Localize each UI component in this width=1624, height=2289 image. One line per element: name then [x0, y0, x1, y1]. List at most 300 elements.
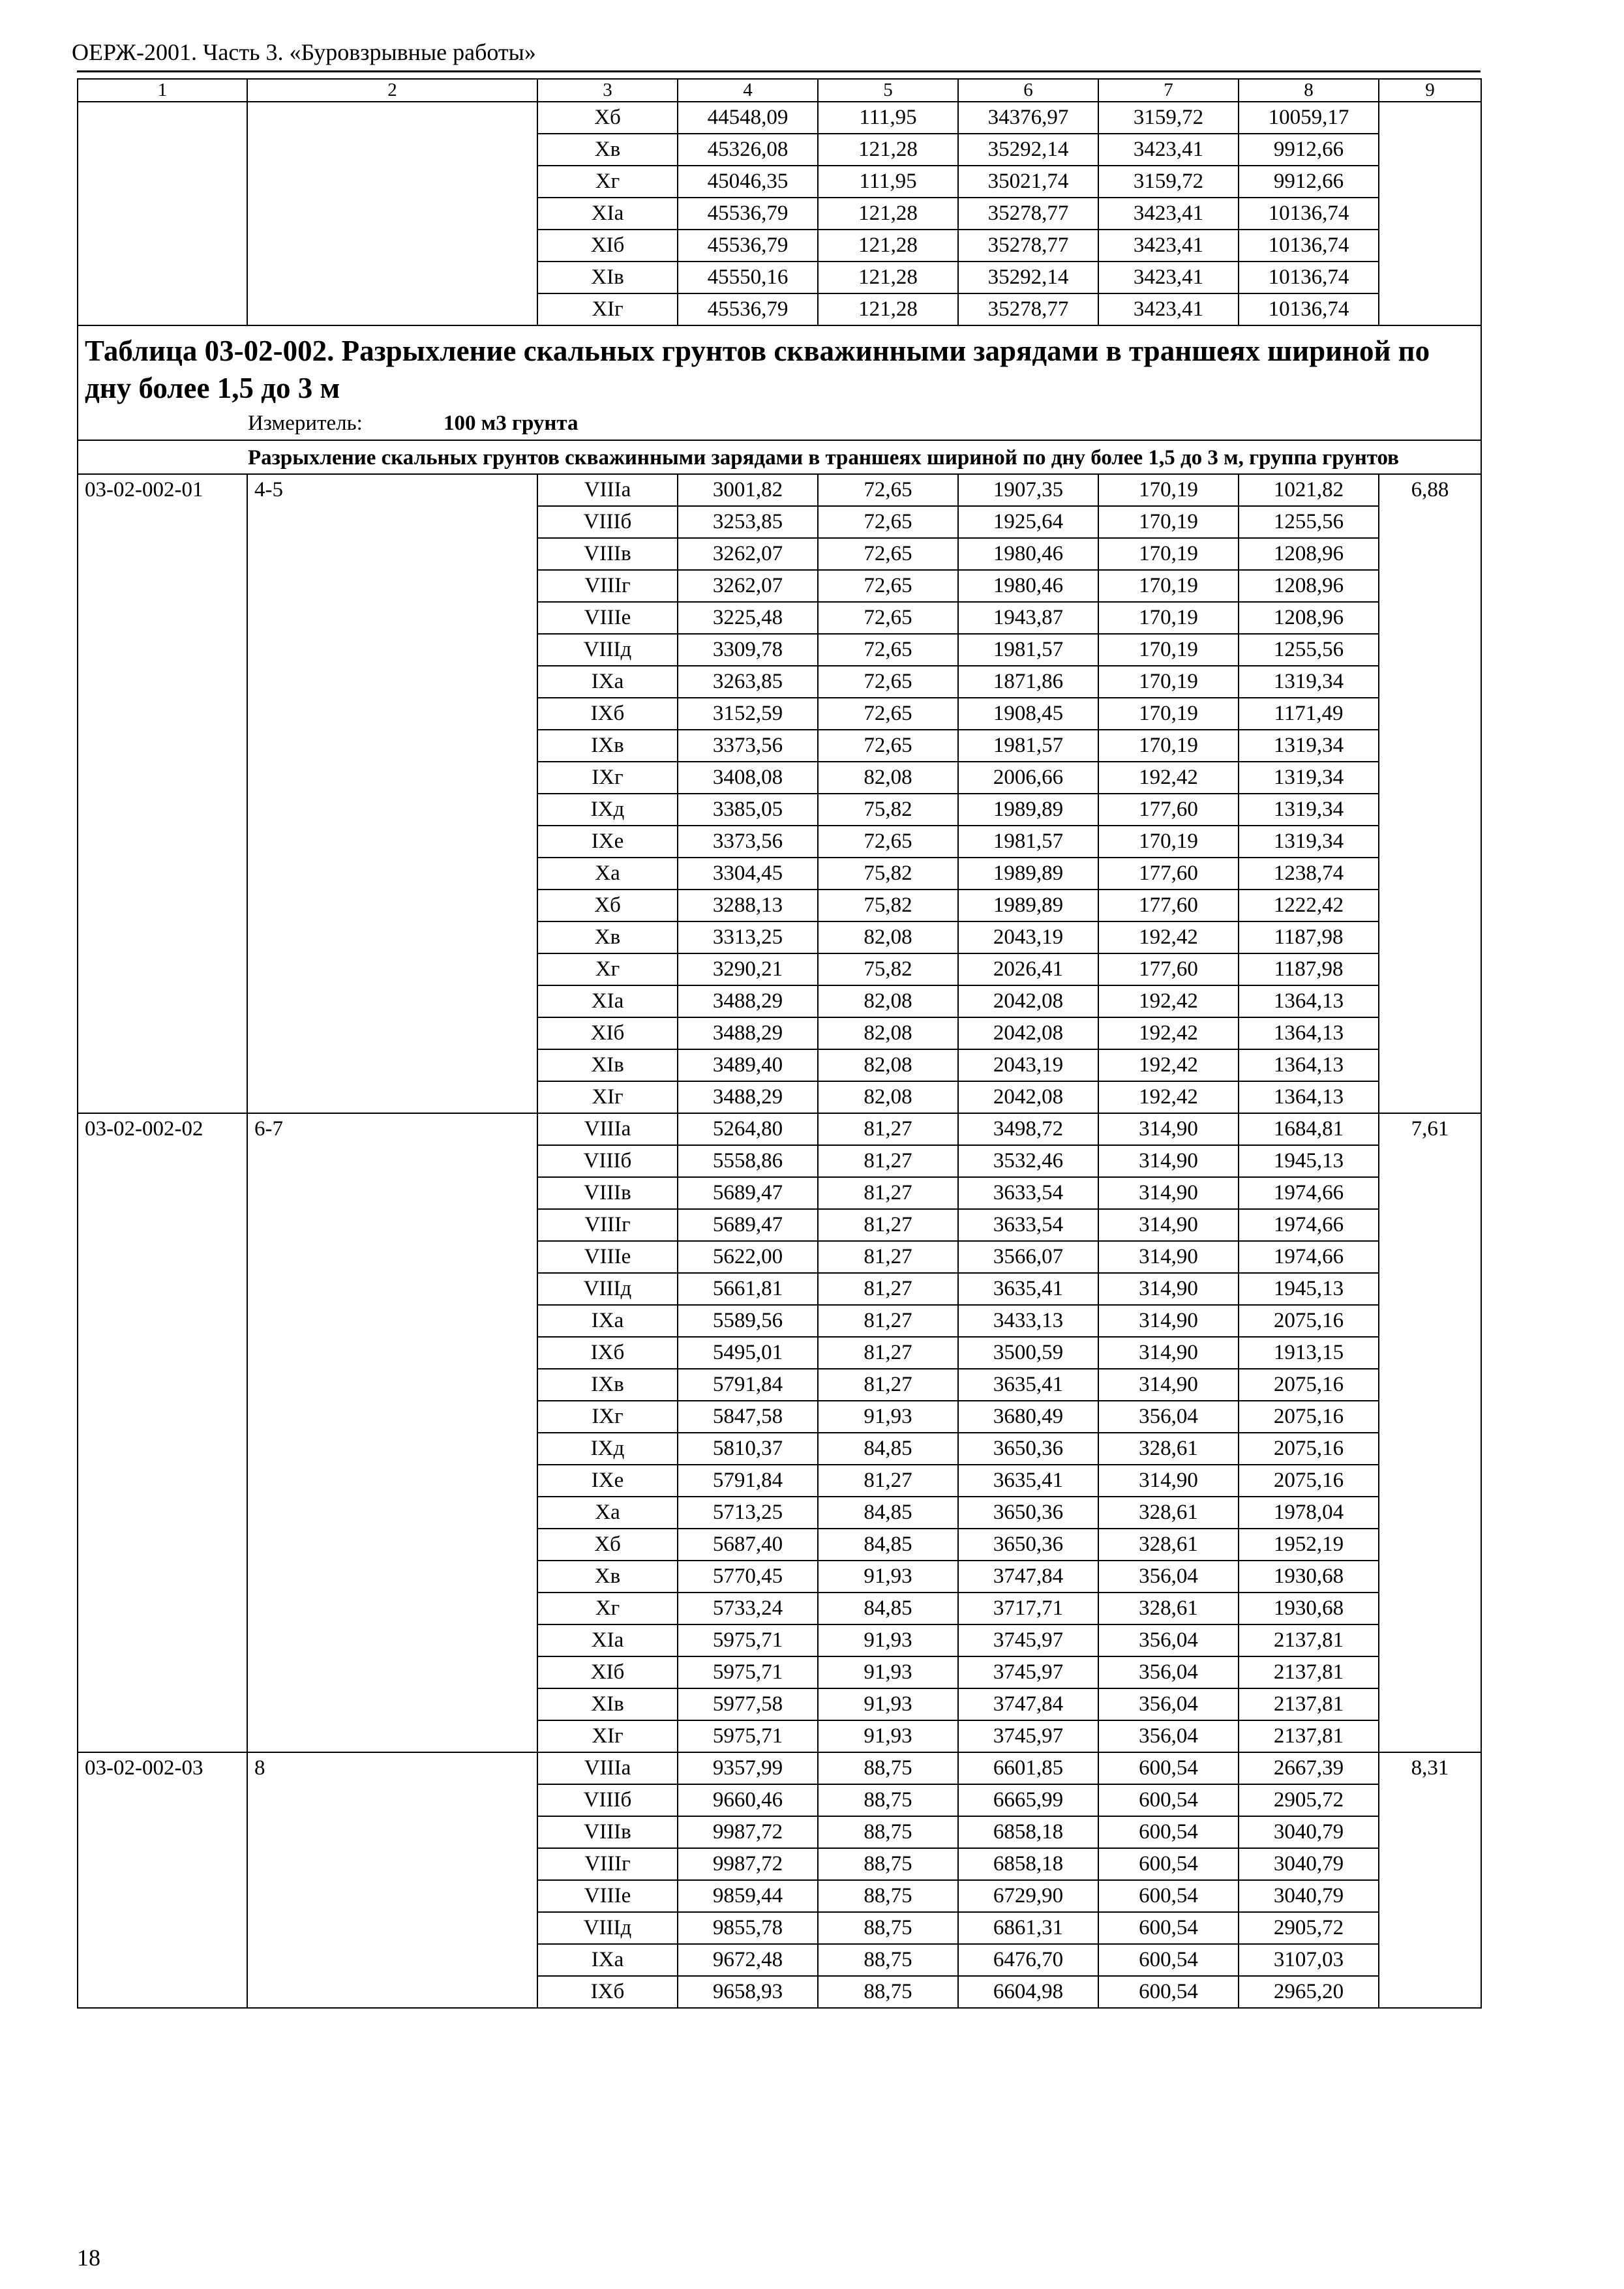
soil-group-cell: [247, 134, 537, 166]
value-cell: 81,27: [818, 1241, 958, 1273]
soil-group-cell: [247, 1816, 537, 1848]
column-number: 6: [958, 79, 1098, 102]
col9-cell: [1379, 634, 1481, 666]
value-cell: 170,19: [1098, 666, 1239, 698]
code-cell: [78, 1273, 247, 1305]
code-cell: [78, 1401, 247, 1433]
col9-cell: [1379, 1241, 1481, 1273]
value-cell: 192,42: [1098, 921, 1239, 953]
code-cell: [78, 1081, 247, 1113]
code-cell: [78, 1944, 247, 1976]
soil-group-cell: [247, 1688, 537, 1720]
code-cell: [78, 1688, 247, 1720]
table-title-cell: [78, 325, 1481, 440]
value-cell: 3650,36: [958, 1497, 1098, 1529]
code-cell: [78, 1465, 247, 1497]
value-cell: 600,54: [1098, 1912, 1239, 1944]
value-cell: 82,08: [818, 921, 958, 953]
value-cell: 3433,13: [958, 1305, 1098, 1337]
value-cell: 35021,74: [958, 166, 1098, 198]
value-cell: 88,75: [818, 1976, 958, 2008]
soil-group-cell: [247, 826, 537, 858]
value-cell: 1319,34: [1239, 730, 1379, 762]
soil-group-cell: [247, 890, 537, 921]
value-cell: 3040,79: [1239, 1848, 1379, 1880]
value-cell: 1981,57: [958, 730, 1098, 762]
value-cell: 3488,29: [678, 1081, 818, 1113]
table-row: [78, 262, 1481, 293]
col9-cell: [1379, 1816, 1481, 1848]
code-cell: 03-02-002-01: [78, 474, 247, 506]
code-cell: [78, 1656, 247, 1688]
rock-class-cell: VIIIв: [537, 538, 678, 570]
value-cell: 88,75: [818, 1880, 958, 1912]
value-cell: 9658,93: [678, 1976, 818, 2008]
value-cell: 328,61: [1098, 1529, 1239, 1561]
table-row: [78, 1145, 1481, 1177]
meter-line: [85, 410, 1474, 437]
table-row: [78, 1688, 1481, 1720]
soil-group-cell: 4-5: [247, 474, 537, 506]
value-cell: 177,60: [1098, 858, 1239, 890]
value-cell: 111,95: [818, 166, 958, 198]
table-row: [78, 166, 1481, 198]
column-number-row: [78, 79, 1481, 102]
table-row: [78, 1656, 1481, 1688]
value-cell: 3532,46: [958, 1145, 1098, 1177]
value-cell: 1255,56: [1239, 634, 1379, 666]
column-number: 1: [78, 79, 247, 102]
value-cell: 170,19: [1098, 634, 1239, 666]
rock-class-cell: Xг: [537, 166, 678, 198]
rock-class-cell: VIIIв: [537, 1177, 678, 1209]
table-row: [78, 1017, 1481, 1049]
table-row: [78, 134, 1481, 166]
value-cell: 3309,78: [678, 634, 818, 666]
code-cell: [78, 1433, 247, 1465]
value-cell: 45326,08: [678, 134, 818, 166]
col9-cell: [1379, 1433, 1481, 1465]
value-cell: 6601,85: [958, 1752, 1098, 1784]
table-row: [78, 1976, 1481, 2008]
table-row: [78, 794, 1481, 826]
value-cell: 6858,18: [958, 1848, 1098, 1880]
value-cell: 91,93: [818, 1561, 958, 1593]
value-cell: 1913,15: [1239, 1337, 1379, 1369]
soil-group-cell: [247, 1177, 537, 1209]
rock-class-cell: XIв: [537, 1049, 678, 1081]
code-cell: [78, 1720, 247, 1752]
value-cell: 1981,57: [958, 826, 1098, 858]
value-cell: 81,27: [818, 1465, 958, 1497]
header-rule: [77, 70, 1481, 72]
soil-group-cell: [247, 698, 537, 730]
rock-class-cell: VIIIа: [537, 1113, 678, 1145]
rock-class-cell: XIа: [537, 198, 678, 230]
value-cell: 3423,41: [1098, 293, 1239, 325]
value-cell: 314,90: [1098, 1369, 1239, 1401]
value-cell: 192,42: [1098, 1017, 1239, 1049]
code-cell: [78, 1593, 247, 1624]
code-cell: [78, 1369, 247, 1401]
rock-class-cell: Xа: [537, 858, 678, 890]
code-cell: [78, 826, 247, 858]
value-cell: 1208,96: [1239, 538, 1379, 570]
value-cell: 3225,48: [678, 602, 818, 634]
rock-class-cell: Xб: [537, 1529, 678, 1561]
col9-cell: [1379, 1529, 1481, 1561]
value-cell: 5661,81: [678, 1273, 818, 1305]
table-row: [78, 293, 1481, 325]
value-cell: 1364,13: [1239, 1081, 1379, 1113]
value-cell: 81,27: [818, 1177, 958, 1209]
table-row: [78, 1081, 1481, 1113]
col9-cell: [1379, 1944, 1481, 1976]
rock-class-cell: IXг: [537, 762, 678, 794]
value-cell: 3747,84: [958, 1561, 1098, 1593]
rock-class-cell: VIIIе: [537, 1880, 678, 1912]
value-cell: 82,08: [818, 1081, 958, 1113]
soil-group-cell: [247, 634, 537, 666]
value-cell: 5264,80: [678, 1113, 818, 1145]
value-cell: 6729,90: [958, 1880, 1098, 1912]
code-cell: [78, 1816, 247, 1848]
col9-cell: [1379, 1401, 1481, 1433]
value-cell: 314,90: [1098, 1113, 1239, 1145]
soil-group-cell: [247, 1017, 537, 1049]
value-cell: 3107,03: [1239, 1944, 1379, 1976]
table-row: [78, 1720, 1481, 1752]
soil-group-cell: [247, 262, 537, 293]
code-cell: [78, 698, 247, 730]
value-cell: 3262,07: [678, 538, 818, 570]
soil-group-cell: [247, 570, 537, 602]
value-cell: 3489,40: [678, 1049, 818, 1081]
value-cell: 600,54: [1098, 1880, 1239, 1912]
value-cell: 3745,97: [958, 1656, 1098, 1688]
value-cell: 3001,82: [678, 474, 818, 506]
value-cell: 3313,25: [678, 921, 818, 953]
value-cell: 72,65: [818, 474, 958, 506]
value-cell: 356,04: [1098, 1688, 1239, 1720]
soil-group-cell: [247, 921, 537, 953]
table-row: [78, 1113, 1481, 1145]
value-cell: 45550,16: [678, 262, 818, 293]
value-cell: 5689,47: [678, 1209, 818, 1241]
code-cell: [78, 1049, 247, 1081]
value-cell: 35278,77: [958, 230, 1098, 262]
value-cell: 88,75: [818, 1848, 958, 1880]
value-cell: 3423,41: [1098, 198, 1239, 230]
soil-group-cell: [247, 1145, 537, 1177]
table-row: [78, 506, 1481, 538]
rock-class-cell: VIIIд: [537, 634, 678, 666]
value-cell: 3423,41: [1098, 262, 1239, 293]
value-cell: 5770,45: [678, 1561, 818, 1593]
value-cell: 1684,81: [1239, 1113, 1379, 1145]
table-row: [78, 102, 1481, 134]
value-cell: 9672,48: [678, 1944, 818, 1976]
value-cell: 1930,68: [1239, 1561, 1379, 1593]
code-cell: [78, 1337, 247, 1369]
col9-cell: [1379, 1369, 1481, 1401]
col9-cell: [1379, 1497, 1481, 1529]
value-cell: 1319,34: [1239, 826, 1379, 858]
value-cell: 121,28: [818, 230, 958, 262]
rock-class-cell: XIг: [537, 1720, 678, 1752]
col9-cell: [1379, 953, 1481, 985]
value-cell: 3288,13: [678, 890, 818, 921]
rock-class-cell: IXд: [537, 794, 678, 826]
table-row: [78, 762, 1481, 794]
value-cell: 1319,34: [1239, 666, 1379, 698]
value-cell: 1255,56: [1239, 506, 1379, 538]
value-cell: 3680,49: [958, 1401, 1098, 1433]
value-cell: 177,60: [1098, 890, 1239, 921]
table-row: [78, 634, 1481, 666]
col9-cell: [1379, 1177, 1481, 1209]
col9-cell: [1379, 1305, 1481, 1337]
value-cell: 3373,56: [678, 826, 818, 858]
code-cell: [78, 1624, 247, 1656]
value-cell: 1974,66: [1239, 1177, 1379, 1209]
value-cell: 84,85: [818, 1497, 958, 1529]
code-cell: [78, 570, 247, 602]
value-cell: 91,93: [818, 1624, 958, 1656]
value-cell: 10136,74: [1239, 230, 1379, 262]
col9-cell: [1379, 985, 1481, 1017]
value-cell: 192,42: [1098, 985, 1239, 1017]
value-cell: 170,19: [1098, 826, 1239, 858]
value-cell: 2042,08: [958, 1081, 1098, 1113]
value-cell: 3633,54: [958, 1209, 1098, 1241]
value-cell: 2006,66: [958, 762, 1098, 794]
value-cell: 6858,18: [958, 1816, 1098, 1848]
value-cell: 5558,86: [678, 1145, 818, 1177]
value-cell: 1974,66: [1239, 1241, 1379, 1273]
value-cell: 3408,08: [678, 762, 818, 794]
table-row: [78, 230, 1481, 262]
soil-group-cell: [247, 1848, 537, 1880]
value-cell: 82,08: [818, 1017, 958, 1049]
soil-group-cell: [247, 666, 537, 698]
rock-class-cell: Xв: [537, 1561, 678, 1593]
rock-class-cell: XIг: [537, 1081, 678, 1113]
value-cell: 5589,56: [678, 1305, 818, 1337]
value-cell: 1925,64: [958, 506, 1098, 538]
value-cell: 9987,72: [678, 1816, 818, 1848]
value-cell: 3040,79: [1239, 1816, 1379, 1848]
table-subtitle-row: [78, 440, 1481, 474]
rock-class-cell: VIIIд: [537, 1273, 678, 1305]
value-cell: 2905,72: [1239, 1912, 1379, 1944]
value-cell: 2043,19: [958, 921, 1098, 953]
value-cell: 356,04: [1098, 1656, 1239, 1688]
value-cell: 5847,58: [678, 1401, 818, 1433]
table-row: [78, 826, 1481, 858]
col9-cell: [1379, 921, 1481, 953]
value-cell: 3373,56: [678, 730, 818, 762]
value-cell: 9660,46: [678, 1784, 818, 1816]
value-cell: 1208,96: [1239, 602, 1379, 634]
value-cell: 3650,36: [958, 1433, 1098, 1465]
value-cell: 6476,70: [958, 1944, 1098, 1976]
rock-class-cell: VIIIб: [537, 1784, 678, 1816]
code-cell: [78, 1976, 247, 2008]
col9-cell: [1379, 102, 1481, 134]
value-cell: 356,04: [1098, 1561, 1239, 1593]
code-cell: [78, 134, 247, 166]
rock-class-cell: VIIIг: [537, 1848, 678, 1880]
value-cell: 328,61: [1098, 1433, 1239, 1465]
table-row: [78, 1944, 1481, 1976]
value-cell: 192,42: [1098, 1049, 1239, 1081]
value-cell: 35278,77: [958, 293, 1098, 325]
soil-group-cell: [247, 538, 537, 570]
col9-cell: [1379, 230, 1481, 262]
value-cell: 75,82: [818, 953, 958, 985]
rock-class-cell: VIIIе: [537, 1241, 678, 1273]
code-cell: [78, 666, 247, 698]
col9-cell: [1379, 730, 1481, 762]
code-cell: 03-02-002-03: [78, 1752, 247, 1784]
value-cell: 1364,13: [1239, 985, 1379, 1017]
value-cell: 5810,37: [678, 1433, 818, 1465]
value-cell: 192,42: [1098, 762, 1239, 794]
table-row: [78, 1816, 1481, 1848]
value-cell: 3747,84: [958, 1688, 1098, 1720]
column-number: 2: [247, 79, 537, 102]
value-cell: 45536,79: [678, 230, 818, 262]
value-cell: 1980,46: [958, 538, 1098, 570]
rock-class-cell: IXв: [537, 730, 678, 762]
col9-cell: [1379, 1209, 1481, 1241]
code-cell: [78, 506, 247, 538]
value-cell: 1238,74: [1239, 858, 1379, 890]
col9-cell: [1379, 826, 1481, 858]
col9-cell: [1379, 762, 1481, 794]
value-cell: 82,08: [818, 985, 958, 1017]
table-row: [78, 1784, 1481, 1816]
value-cell: 1871,86: [958, 666, 1098, 698]
value-cell: 81,27: [818, 1337, 958, 1369]
soil-group-cell: [247, 1624, 537, 1656]
col9-cell: 8,31: [1379, 1752, 1481, 1784]
soil-group-cell: [247, 1273, 537, 1305]
value-cell: 1945,13: [1239, 1145, 1379, 1177]
value-cell: 356,04: [1098, 1624, 1239, 1656]
col9-cell: [1379, 1593, 1481, 1624]
col9-cell: [1379, 1145, 1481, 1177]
value-cell: 121,28: [818, 134, 958, 166]
value-cell: 1974,66: [1239, 1209, 1379, 1241]
value-cell: 3159,72: [1098, 166, 1239, 198]
value-cell: 1989,89: [958, 794, 1098, 826]
soil-group-cell: [247, 1369, 537, 1401]
code-cell: [78, 634, 247, 666]
rock-class-cell: IXа: [537, 1305, 678, 1337]
value-cell: 44548,09: [678, 102, 818, 134]
value-cell: 3262,07: [678, 570, 818, 602]
value-cell: 81,27: [818, 1273, 958, 1305]
soil-group-cell: [247, 506, 537, 538]
value-cell: 177,60: [1098, 794, 1239, 826]
col9-cell: [1379, 1720, 1481, 1752]
value-cell: 1989,89: [958, 858, 1098, 890]
code-cell: [78, 1241, 247, 1273]
value-cell: 81,27: [818, 1209, 958, 1241]
value-cell: 5791,84: [678, 1369, 818, 1401]
table-row: [78, 1369, 1481, 1401]
value-cell: 1907,35: [958, 474, 1098, 506]
col9-cell: [1379, 262, 1481, 293]
value-cell: 3500,59: [958, 1337, 1098, 1369]
code-cell: [78, 230, 247, 262]
col9-cell: [1379, 1017, 1481, 1049]
soil-group-cell: [247, 1305, 537, 1337]
value-cell: 600,54: [1098, 1944, 1239, 1976]
table-row: [78, 666, 1481, 698]
value-cell: 88,75: [818, 1784, 958, 1816]
value-cell: 81,27: [818, 1145, 958, 1177]
soil-group-cell: [247, 293, 537, 325]
value-cell: 170,19: [1098, 698, 1239, 730]
col9-cell: [1379, 1912, 1481, 1944]
norms-table: [77, 78, 1482, 2009]
table-row: [78, 1177, 1481, 1209]
table-row: [78, 1880, 1481, 1912]
col9-cell: [1379, 506, 1481, 538]
value-cell: 75,82: [818, 858, 958, 890]
column-number: 5: [818, 79, 958, 102]
rock-class-cell: IXе: [537, 826, 678, 858]
col9-cell: [1379, 1976, 1481, 2008]
value-cell: 45046,35: [678, 166, 818, 198]
soil-group-cell: [247, 1401, 537, 1433]
table-row: [78, 1624, 1481, 1656]
code-cell: [78, 794, 247, 826]
value-cell: 3159,72: [1098, 102, 1239, 134]
rock-class-cell: IXб: [537, 698, 678, 730]
value-cell: 84,85: [818, 1593, 958, 1624]
col9-cell: [1379, 698, 1481, 730]
col9-cell: [1379, 538, 1481, 570]
value-cell: 3566,07: [958, 1241, 1098, 1273]
page-header: ОЕРЖ-2001. Часть 3. «Буровзрывные работы»: [72, 39, 536, 65]
value-cell: 111,95: [818, 102, 958, 134]
value-cell: 2075,16: [1239, 1465, 1379, 1497]
value-cell: 3635,41: [958, 1273, 1098, 1305]
value-cell: 1319,34: [1239, 794, 1379, 826]
rock-class-cell: XIв: [537, 1688, 678, 1720]
value-cell: 121,28: [818, 293, 958, 325]
value-cell: 91,93: [818, 1720, 958, 1752]
value-cell: 1364,13: [1239, 1049, 1379, 1081]
value-cell: 356,04: [1098, 1720, 1239, 1752]
value-cell: 600,54: [1098, 1752, 1239, 1784]
code-cell: [78, 953, 247, 985]
column-number: 7: [1098, 79, 1239, 102]
value-cell: 2137,81: [1239, 1720, 1379, 1752]
value-cell: 72,65: [818, 698, 958, 730]
table-subtitle-cell: [78, 440, 1481, 474]
code-cell: [78, 166, 247, 198]
soil-group-cell: [247, 1720, 537, 1752]
value-cell: 1208,96: [1239, 570, 1379, 602]
value-cell: 1171,49: [1239, 698, 1379, 730]
rock-class-cell: Xб: [537, 890, 678, 921]
rock-class-cell: IXа: [537, 666, 678, 698]
